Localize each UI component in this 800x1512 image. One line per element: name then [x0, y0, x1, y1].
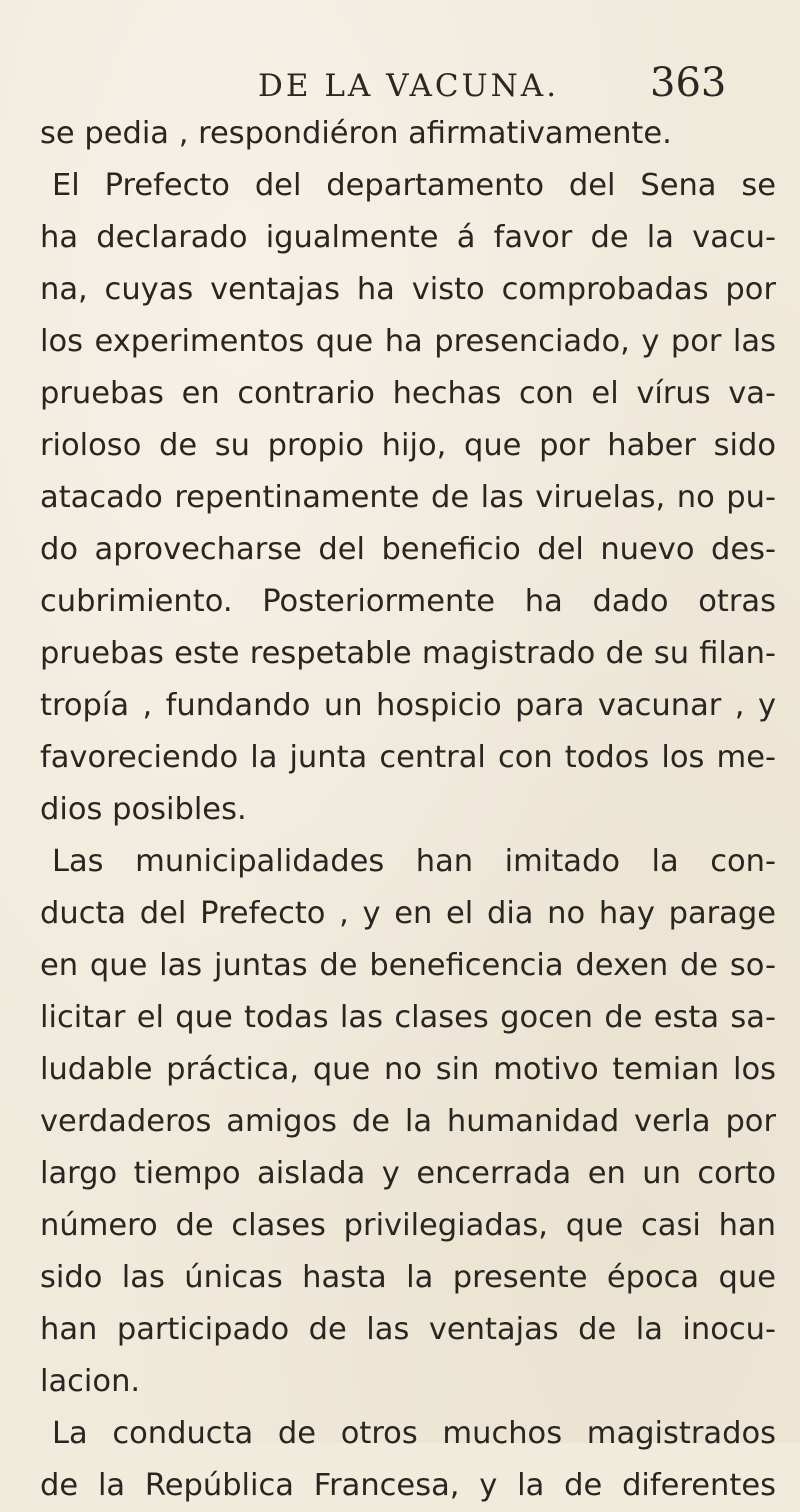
text-line: La conducta de otros muchos magistrados	[52, 1416, 776, 1451]
text-line: en que las juntas de beneficencia dexen de so-	[40, 948, 776, 983]
text-line: do aprovecharse del beneficio del nuevo des-	[40, 532, 776, 567]
text-line: han participado de las ventajas de la inocu-	[40, 1312, 776, 1347]
text-line: cubrimiento. Posteriormente ha dado otras	[40, 584, 776, 619]
text-line: rioloso de su propio hijo, que por haber sido	[40, 428, 776, 463]
page-number: 363	[650, 60, 727, 106]
text-line: pruebas este respetable magistrado de su filan-	[40, 636, 776, 671]
text-line: tropía , fundando un hospicio para vacunar , y	[40, 688, 776, 723]
text-line: ducta del Prefecto , y en el dia no hay parage	[40, 896, 776, 931]
text-line: licitar el que todas las clases gocen de esta sa-	[40, 1000, 776, 1035]
text-line: largo tiempo aislada y encerrada en un corto	[40, 1156, 776, 1191]
text-line: ha declarado igualmente á favor de la vacu-	[40, 220, 776, 255]
text-line: de la República Francesa, y la de diferentes	[40, 1468, 776, 1503]
text-line: na, cuyas ventajas ha visto comprobadas por	[40, 272, 776, 307]
text-line: favoreciendo la junta central con todos los me-	[40, 740, 776, 775]
text-line: El Prefecto del departamento del Sena se	[52, 168, 776, 203]
text-line: verdaderos amigos de la humanidad verla por	[40, 1104, 776, 1139]
text-line: número de clases privilegiadas, que casi han	[40, 1208, 776, 1243]
text-line: sido las únicas hasta la presente época que	[40, 1260, 776, 1295]
text-line: los experimentos que ha presenciado, y por las	[40, 324, 776, 359]
text-line: lacion.	[40, 1364, 141, 1399]
text-line: Las municipalidades han imitado la con-	[52, 844, 776, 879]
text-line: pruebas en contrario hechas con el vírus va-	[40, 376, 776, 411]
body-text	[40, 108, 776, 1512]
text-line: atacado repentinamente de las viruelas, no pu-	[40, 480, 776, 515]
running-head: DE LA VACUNA.	[258, 68, 560, 104]
text-line: ludable práctica, que no sin motivo temian los	[40, 1052, 776, 1087]
text-line: dios posibles.	[40, 792, 247, 827]
text-line: se pedia , respondiéron afirmativamente.	[40, 116, 672, 151]
